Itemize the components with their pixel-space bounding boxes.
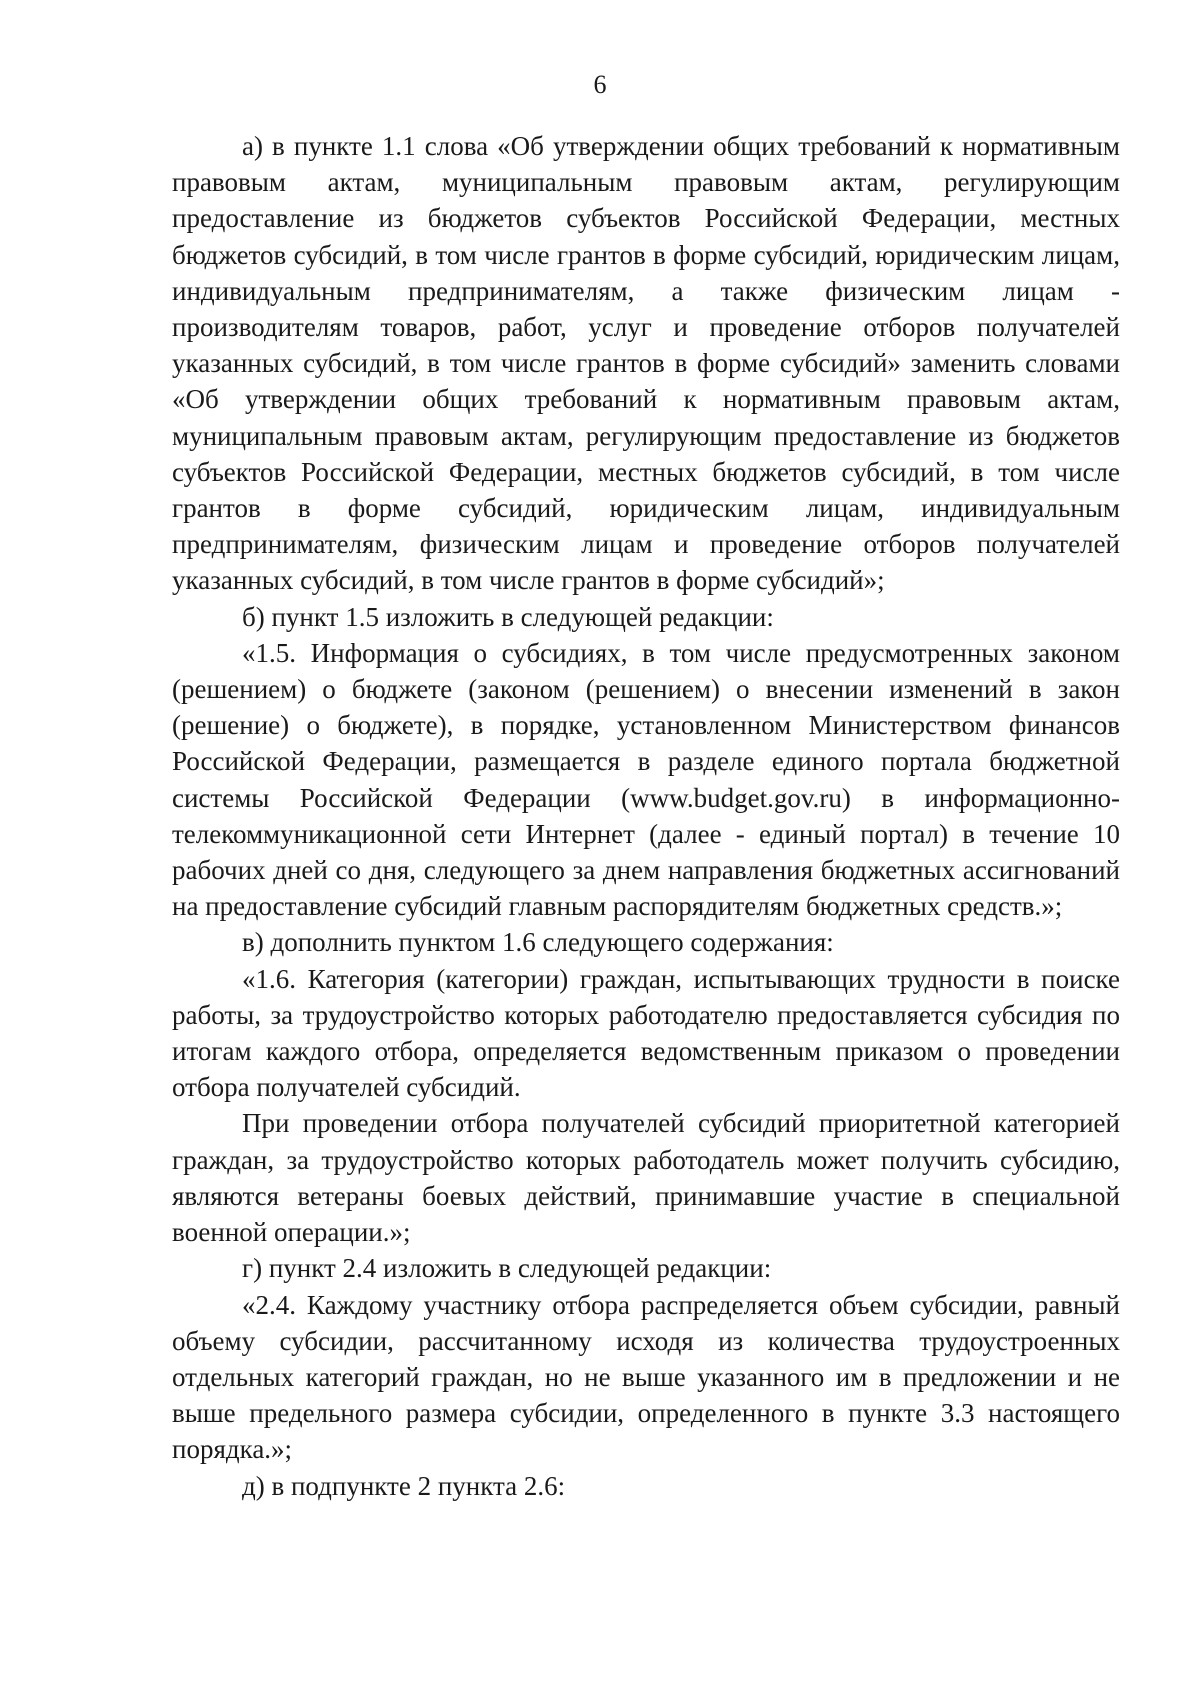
paragraph-b-item-1-5-header: б) пункт 1.5 изложить в следующей редакции: [242, 601, 774, 632]
paragraph-v-item-1-6-header: в) дополнить пунктом 1.6 следующего содержания: [242, 927, 834, 958]
paragraph-item-1-5-text: «1.5. Информация о субсидиях, в том числе предусмотренных законом (решением) о бюджете (законом (решением) о внесении изменений в закон (решение) о бюджете), в порядке, установленном Министерством финансов Российской Федерации, размещается в разделе единого портала бюджетной системы Российской Федерации (www.budget.gov.ru) в информационно-телекоммуникационной сети Интернет (далее - единый портал) в течение 10 рабочих дней со дня, следующего за днем направления бюджетных ассигнований на предоставление субсидий главным распорядителям бюджетных средств.»; [172, 637, 1120, 922]
paragraph-item-1-6-priority: При проведении отбора получателей субсидий приоритетной категорией граждан, за трудоустройство которых работодатель может получить субсидию, являются ветераны боевых действий, принимавшие участие в специальной военной операции.»; [172, 1108, 1120, 1248]
paragraph-a-item-1-1: а) в пункте 1.1 слова «Об утверждении общих требований к нормативным правовым актам, муниципальным правовым актам, регулирующим предоставление из бюджетов субъектов Российской Федерации, местных бюджетов субсидий, в том числе грантов в форме субсидий, юридическим лицам, индивидуальным предпринимателям, а также физическим лицам - производителям товаров, работ, услуг и проведение отборов получателей указанных субсидий, в том числе грантов в форме субсидий» заменить словами «Об утверждении общих требований к нормативным правовым актам, муниципальным правовым актам, регулирующим предоставление из бюджетов субъектов Российской Федерации, местных бюджетов субсидий, в том числе грантов в форме субсидий, юридическим лицам, индивидуальным предпринимателям, физическим лицам и проведение отборов получателей указанных субсидий, в том числе грантов в форме субсидий»; [172, 131, 1120, 596]
paragraph-d-item-2-6-header: д) в подпункте 2 пункта 2.6: [242, 1470, 566, 1501]
paragraph-g-item-2-4-header: г) пункт 2.4 изложить в следующей редакции: [242, 1253, 772, 1284]
paragraph-item-1-6-text: «1.6. Категория (категории) граждан, испытывающих трудности в поиске работы, за трудоустройство которых работодателю предоставляется субсидия по итогам каждого отбора, определяется ведомственным приказом о проведении отбора получателей субсидий. [172, 963, 1120, 1103]
document-body [172, 128, 1120, 1504]
page-number: 6 [593, 70, 607, 99]
paragraph-item-2-4-text: «2.4. Каждому участнику отбора распределяется объем субсидии, равный объему субсидии, рассчитанному исходя из количества трудоустроенных отдельных категорий граждан, но не выше указанного им в предложении и не выше предельного размера субсидии, определенного в пункте 3.3 настоящего порядка.»; [172, 1289, 1120, 1465]
